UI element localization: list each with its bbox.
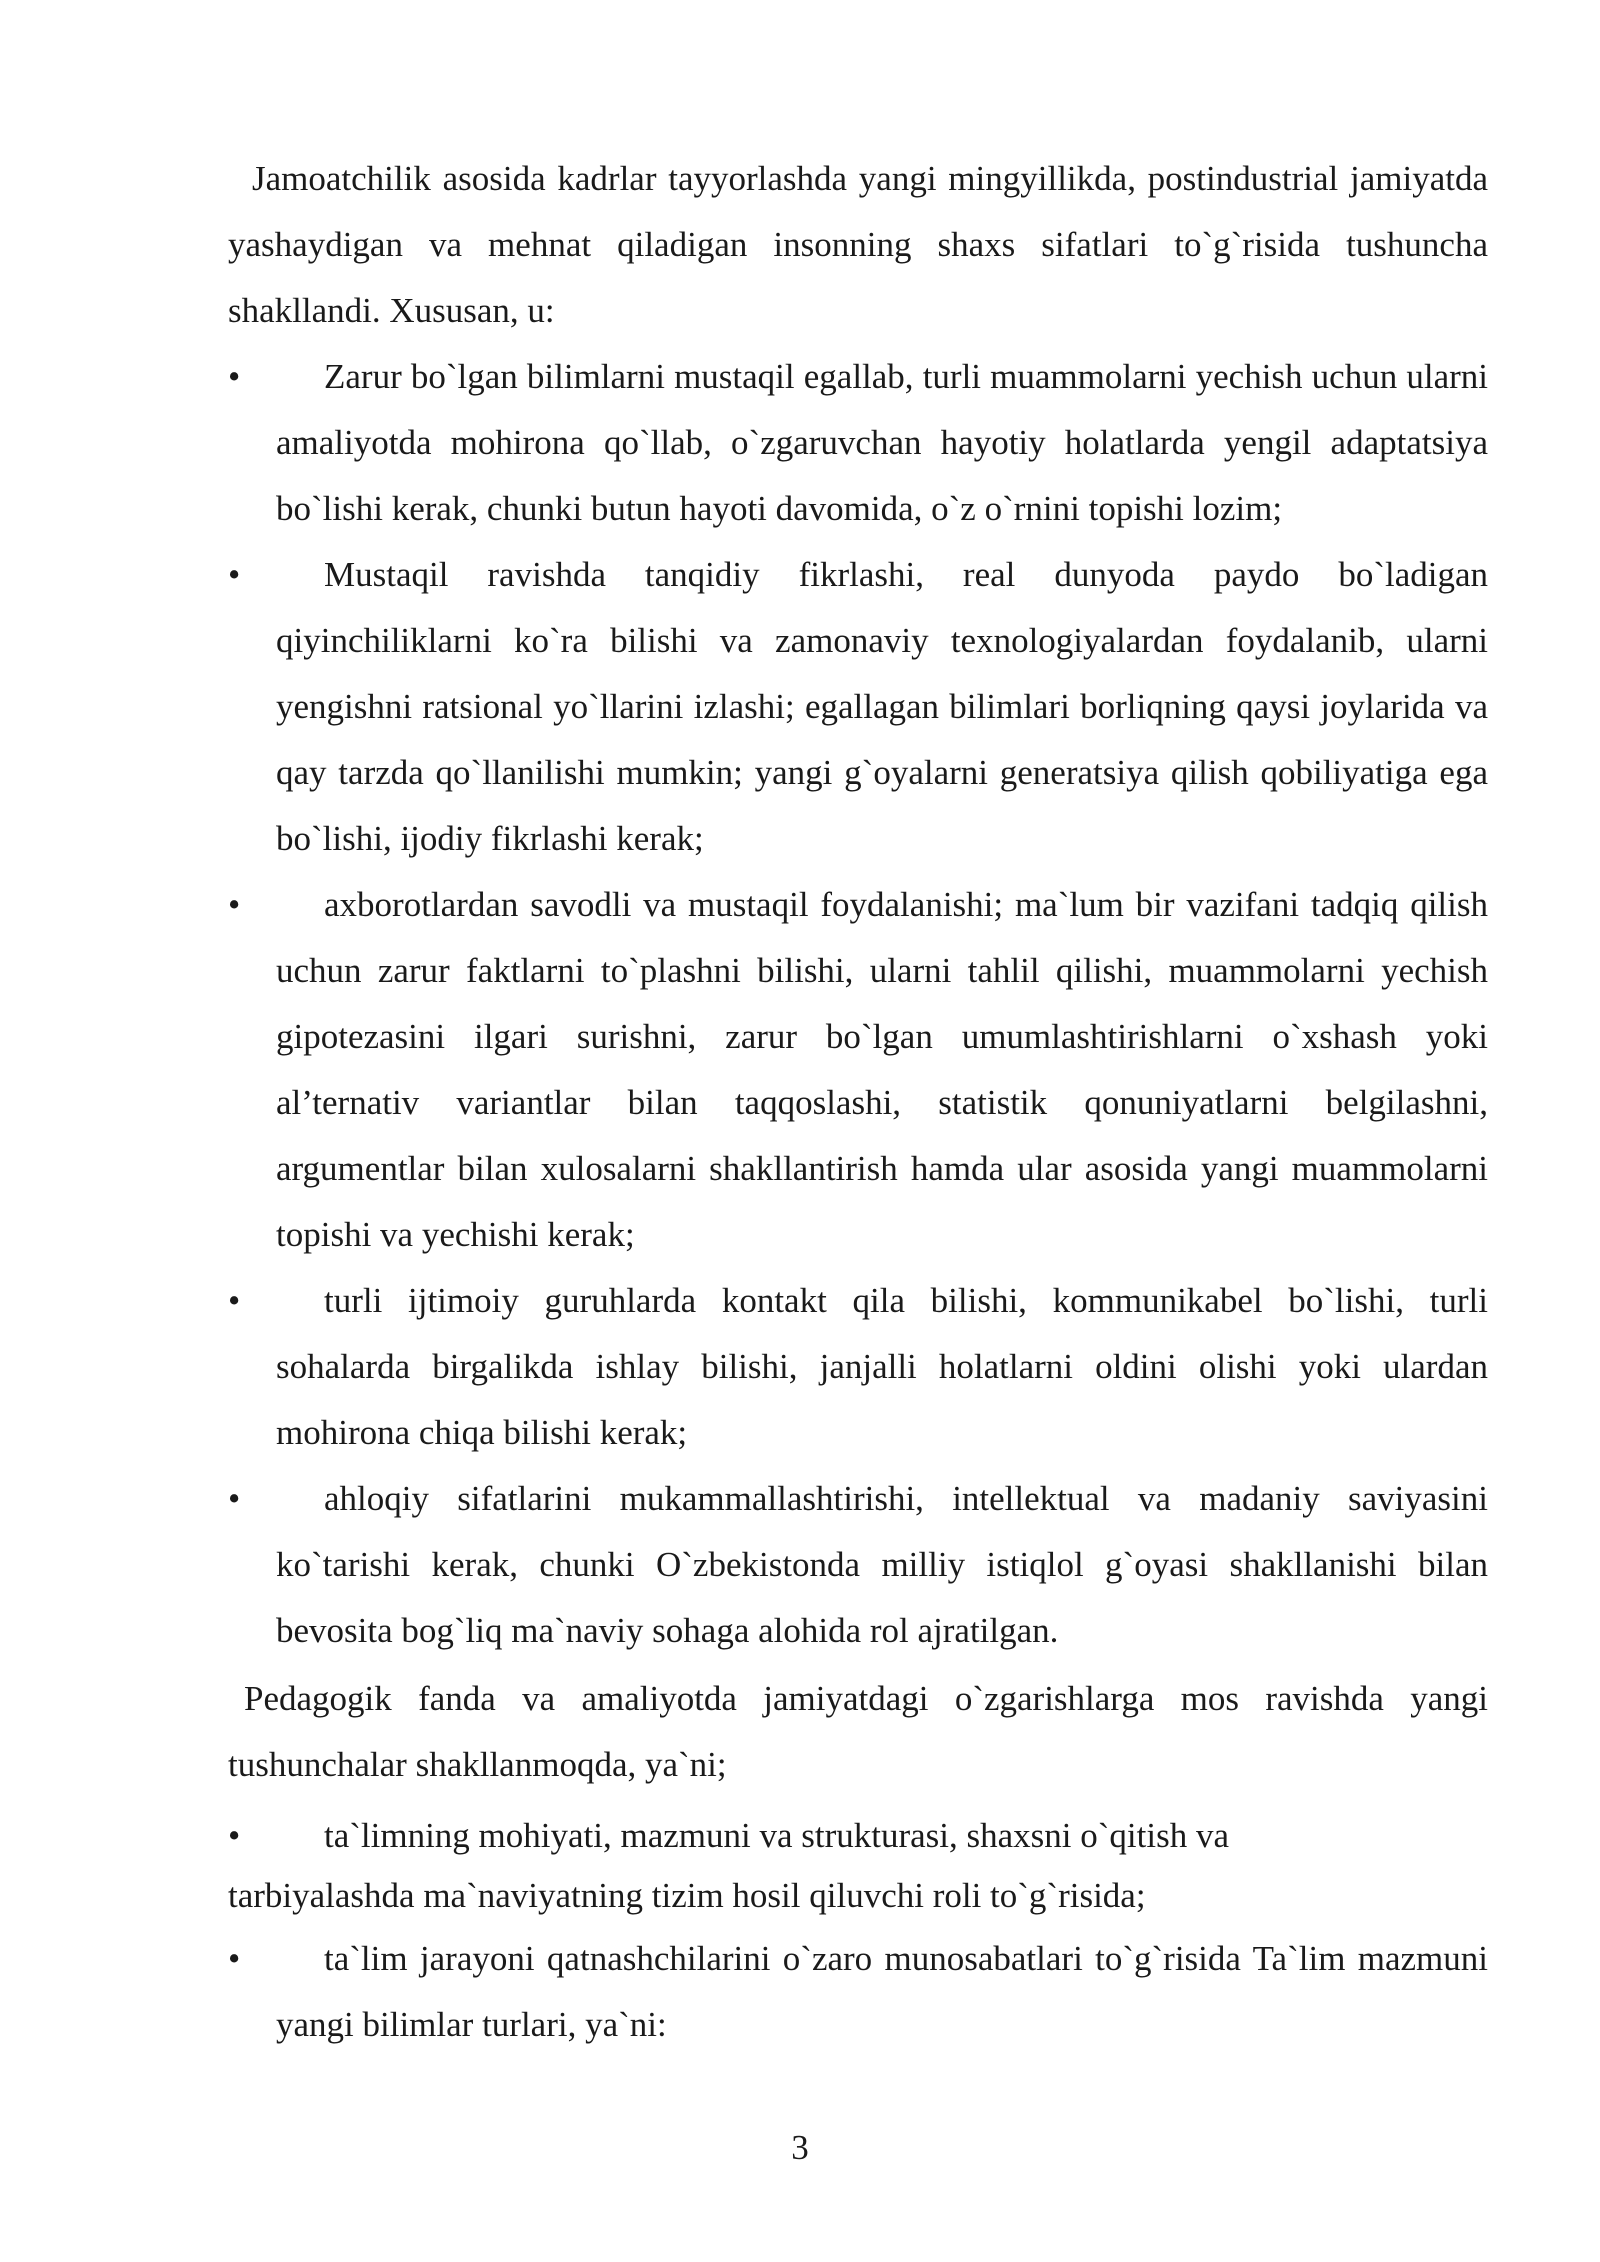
list-item (228, 1806, 1488, 1866)
bullet-icon: • (228, 1479, 241, 1518)
second-paragraph: Pedagogik fanda va amaliyotda jamiyatdagi o`zgarishlarga mos ravishda yangi tushunchalar shakllanmoqda, ya`ni; (228, 1679, 1488, 1784)
bullet-icon: • (228, 1816, 241, 1855)
list-item-continuation (228, 1866, 1488, 1926)
bullet-icon: • (228, 555, 241, 594)
list-item-text: ta`limning mohiyati, mazmuni va strukturasi, shaxsni o`qitish va (324, 1816, 1230, 1855)
document-body (228, 146, 1488, 2058)
list-item (228, 1926, 1488, 2058)
intro-paragraph: Jamoatchilik asosida kadrlar tayyorlashda yangi mingyillikda, postindustrial jamiyatda yashaydigan va mehnat qiladigan insonning shaxs sifatlari to`g`risida tushuncha shakllandi. Xususan, u: (228, 159, 1488, 330)
list-item (228, 1466, 1488, 1664)
list-item (228, 1268, 1488, 1466)
list-item-text: ta`lim jarayoni qatnashchilarini o`zaro munosabatlari to`g`risida Ta`lim mazmuni yangi bilimlar turlari, ya`ni: (276, 1939, 1488, 2044)
list-item (228, 542, 1488, 872)
list-item-text: tarbiyalashda ma`naviyatning tizim hosil qiluvchi roli to`g`risida; (228, 1876, 1146, 1915)
page-number: 3 (791, 2128, 809, 2167)
bullet-icon: • (228, 1939, 241, 1978)
list-item (228, 872, 1488, 1268)
bullet-icon: • (228, 1281, 241, 1320)
list-item-text: ahloqiy sifatlarini mukammallashtirishi, intellektual va madaniy saviyasini ko`tarishi kerak, chunki O`zbekistonda milliy istiqlol g`oyasi shakllanishi bilan bevosita bog`liq ma`naviy sohaga alohida rol ajratilgan. (276, 1479, 1488, 1650)
list-item (228, 344, 1488, 542)
list-item-text: Mustaqil ravishda tanqidiy fikrlashi, real dunyoda paydo bo`ladigan qiyinchiliklarni ko`ra bilishi va zamonaviy texnologiyalardan foydalanib, ularni yengishni ratsional yo`llarini izlashi; egallagan bilimlari borliqning qaysi joylarida va qay tarzda qo`llanilishi mumkin; yangi g`oyalarni generatsiya qilish qobiliyatiga ega bo`lishi, ijodiy fikrlashi kerak; (276, 555, 1488, 858)
list-item-text: Zarur bo`lgan bilimlarni mustaqil egallab, turli muammolarni yechish uchun ularni amaliyotda mohirona qo`llab, o`zgaruvchan hayotiy holatlarda yengil adaptatsiya bo`lishi kerak, chunki butun hayoti davomida, o`z o`rnini topishi lozim; (276, 357, 1488, 528)
bullet-icon: • (228, 357, 241, 396)
bullet-icon: • (228, 885, 241, 924)
list-item-text: axborotlardan savodli va mustaqil foydalanishi; ma`lum bir vazifani tadqiq qilish uchun zarur faktlarni to`plashni bilishi, ularni tahlil qilishi, muammolarni yechish gipotezasini ilgari surishni, zarur bo`lgan umumlashtirishlarni o`xshash yoki al’ternativ variantlar bilan taqqoslashi, statistik qonuniyatlarni belgilashni, argumentlar bilan xulosalarni shakllantirish hamda ular asosida yangi muammolarni topishi va yechishi kerak; (276, 885, 1488, 1254)
qualities-list (228, 344, 1488, 1664)
list-item-text: turli ijtimoiy guruhlarda kontakt qila bilishi, kommunikabel bo`lishi, turli sohalarda birgalikda ishlay bilishi, janjalli holatlarni oldini olishi yoki ulardan mohirona chiqa bilishi kerak; (276, 1281, 1488, 1452)
concepts-list (228, 1806, 1488, 2058)
